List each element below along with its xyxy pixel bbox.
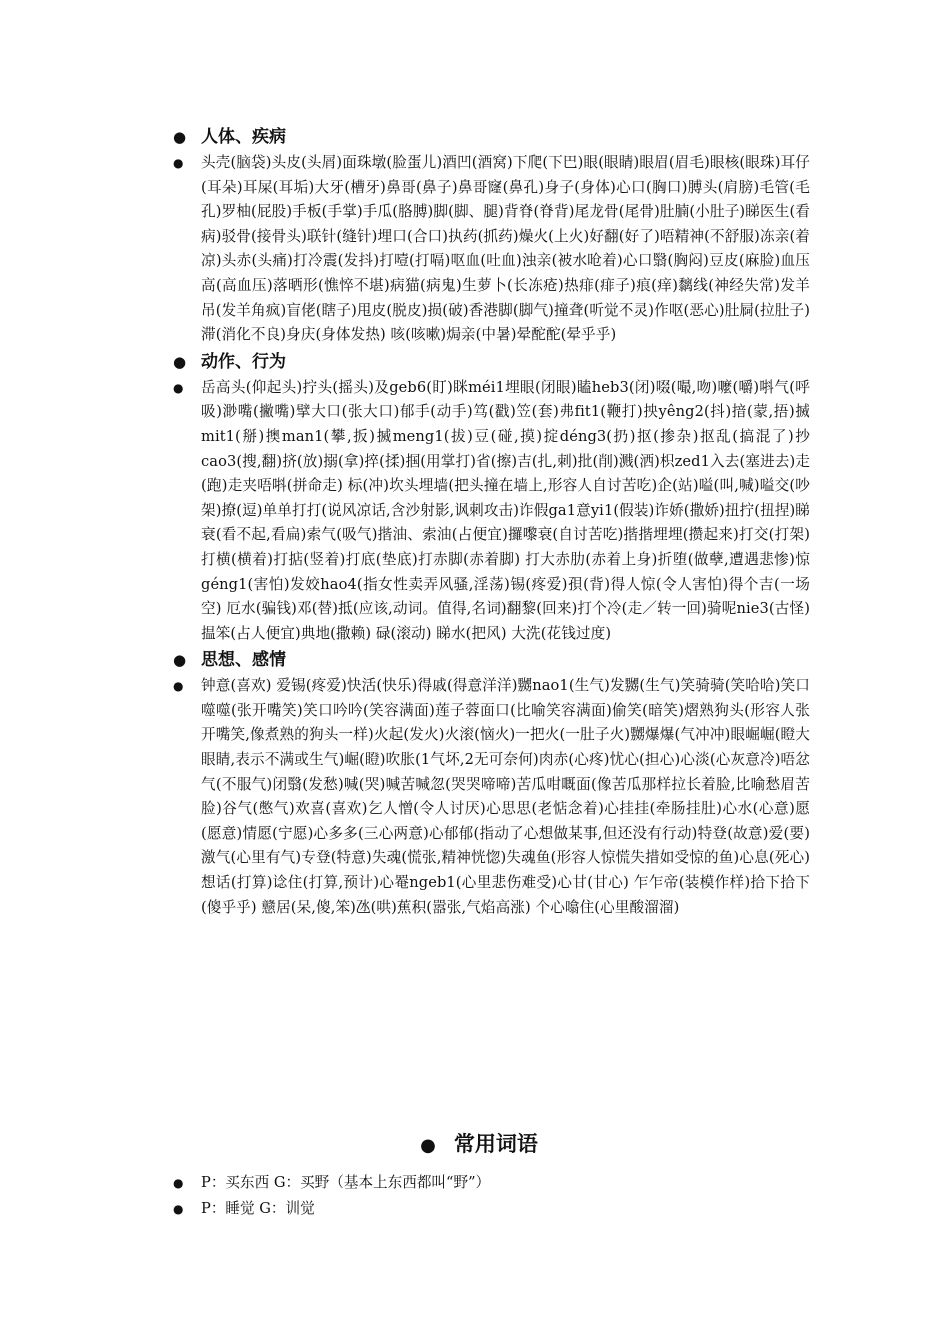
section-heading-text: 动作、行为 <box>201 351 286 372</box>
common-words-heading <box>0 1128 950 1162</box>
section-body-text: 岳高头(仰起头)拧头(摇头)及geb6(盯)眯méi1埋眼(闭眼)瞌heb3(闭)啜(嘬,吻)嚒(嚼)唞气(呼吸)渺嘴(撇嘴)擘大口(张大口)郁手(动手)笃(戳)笠(套)弗fit1(鞭打)抰yêng2(抖)揞(蒙,捂)搣mit1(掰)擙man1(攀,扳)搣meng1(拔)豆(碰,摸)掟déng3(扔)抠(掺杂)抠乱(搞混了)抄cao3(搜,翻)挤(放)搦(拿)捽(揉)掴(用掌打)省(擦)吉(扎,刺)批(削)溅(洒)枳zed1入去(塞进去)走(跑)走夹唔唞(拼命走) 标(冲)坎头埋墙(把头撞在墙上,形容人自讨苦吃)企(站)嗌(叫,喊)嗌交(吵架)撩(逗)单单打打(说风凉话,含沙射影,讽刺攻击)诈假ga1意yi1(假装)诈娇(撒娇)扭拧(扭捏)睇衰(看不起,看扁)索气(吸气)揩油、索油(占便宜)攞嚟衰(自讨苦吃)揩揩埋埋(攒起来)打交(打架)打横(横着)打掂(竖着)打底(垫底)打赤脚(赤着脚) 打大赤肋(赤着上身)折堕(做孽,遭遇悲惨)惊géng1(害怕)发姣hao4(指女性卖弄风骚,淫荡)锡(疼爱)孭(背)得人惊(令人害怕)得个吉(一场空) 厄水(骗钱)邓(替)抵(应该,动词。值得,名词)翻黎(回来)打个冷(走／转一回)骑呢nie3(古怪)揾笨(占人便宜)典地(撒赖) 碌(滚动) 睇水(把风) 大洗(花钱过度) <box>201 378 810 642</box>
bullet-icon: ● <box>173 156 184 170</box>
bullet-icon: ● <box>173 380 184 395</box>
list-item <box>170 1170 810 1196</box>
bullet-icon: ● <box>173 1176 184 1190</box>
common-words-heading-text: 常用词语 <box>453 1131 538 1156</box>
bullet-icon: ● <box>173 1202 184 1216</box>
common-words-list <box>170 1170 810 1222</box>
section-body-text: 头壳(脑袋)头皮(头屑)面珠墩(脸蛋儿)酒凹(酒窝)下爬(下巴)眼(眼睛)眼眉(眉毛)眼核(眼珠)耳仔(耳朵)耳屎(耳垢)大牙(槽牙)鼻哥(鼻子)鼻哥窿(鼻孔)身子(身体)心口(胸口)膊头(肩膀)毛管(毛孔)罗柚(屁股)手板(手掌)手瓜(胳膊)脚(脚、腿)背脊(脊背)尾龙骨(尾骨)肚腩(小肚子)睇医生(看病)驳骨(接骨头)联针(缝针)埋口(合口)执药(抓药)燥火(上火)好翻(好了)唔精神(不舒服)冻亲(着凉)头赤(头痛)打冷震(发抖)打噎(打嗝)呕血(吐血)浊亲(被水呛着)心口翳(胸闷)豆皮(麻脸)血压高(高血压)落晒形(憔悴不堪)病猫(病鬼)生萝卜(长冻疮)热痱(痱子)痕(痒)黐线(神经失常)发羊吊(发羊角疯)盲佬(瞎子)甩皮(脱皮)损(破)香港脚(脚气)撞聋(听觉不灵)作呕(恶心)肚屙(拉肚子)滞(消化不良)身庆(身体发热) 咳(咳嗽)焗亲(中暑)晕酡酡(晕乎乎) <box>201 154 810 344</box>
bullet-icon: ● <box>420 1135 436 1156</box>
bullet-icon: ● <box>173 679 184 694</box>
section-heading-text: 人体、疾病 <box>201 127 286 147</box>
section-heading-action <box>170 349 810 375</box>
section-heading-text: 思想、感情 <box>201 650 286 671</box>
bullet-icon: ● <box>173 352 187 371</box>
list-item-text: P：睡觉 G：训觉 <box>201 1200 315 1217</box>
section-body-body-disease <box>170 151 810 348</box>
section-list <box>170 124 810 920</box>
section-body-action <box>170 376 810 647</box>
section-body-text: 钟意(喜欢) 爱锡(疼爱)快活(快乐)得戚(得意洋洋)嬲nao1(生气)发嬲(生气)笑骑骑(笑哈哈)笑口噬噬(张开嘴笑)笑口吟吟(笑容满面)莲子蓉面口(比喻笑容满面)偷笑(暗笑)熠熟狗头(形容人张开嘴笑,像煮熟的狗头一样)火起(发火)火滚(恼火)一把火(一肚子火)嬲爆爆(气冲冲)眼崛崛(瞪大眼睛,表示不满或生气)崛(瞪)吹胀(1气坏,2无可奈何)肉赤(心疼)忧心(担心)心淡(心灰意冷)唔忿气(不服气)闭翳(发愁)喊(哭)喊苦喊忽(哭哭啼啼)苦瓜咁嘅面(像苦瓜那样拉长着脸,比喻愁眉苦脸)谷气(憋气)欢喜(喜欢)乞人憎(令人讨厌)心思思(老惦念着)心挂挂(牵肠挂肚)心水(心意)愿(愿意)情愿(宁愿)心多多(三心两意)心郁郁(指动了心想做某事,但还没有行动)特登(故意)爱(要)激气(心里有气)专登(特意)失魂(慌张,精神恍惚)失魂鱼(形容人惊慌失措如受惊的鱼)心息(死心)想话(打算)谂住(打算,预计)心罨ngeb1(心里悲伤难受)心甘(甘心) 乍乍帝(装模作样)拾下拾下(傻乎乎) 戆居(呆,傻,笨)氹(哄)蕉积(嚣张,气焰高涨) 个心噏住(心里酸溜溜) <box>201 677 810 916</box>
bullet-icon: ● <box>173 128 187 146</box>
list-item <box>170 1196 810 1222</box>
section-heading-thought <box>170 647 810 673</box>
section-heading-body-disease <box>170 124 810 150</box>
section-body-thought <box>170 674 810 920</box>
bullet-icon: ● <box>173 651 187 670</box>
list-item-text: P：买东西 G：买野（基本上东西都叫“野”） <box>201 1174 491 1191</box>
